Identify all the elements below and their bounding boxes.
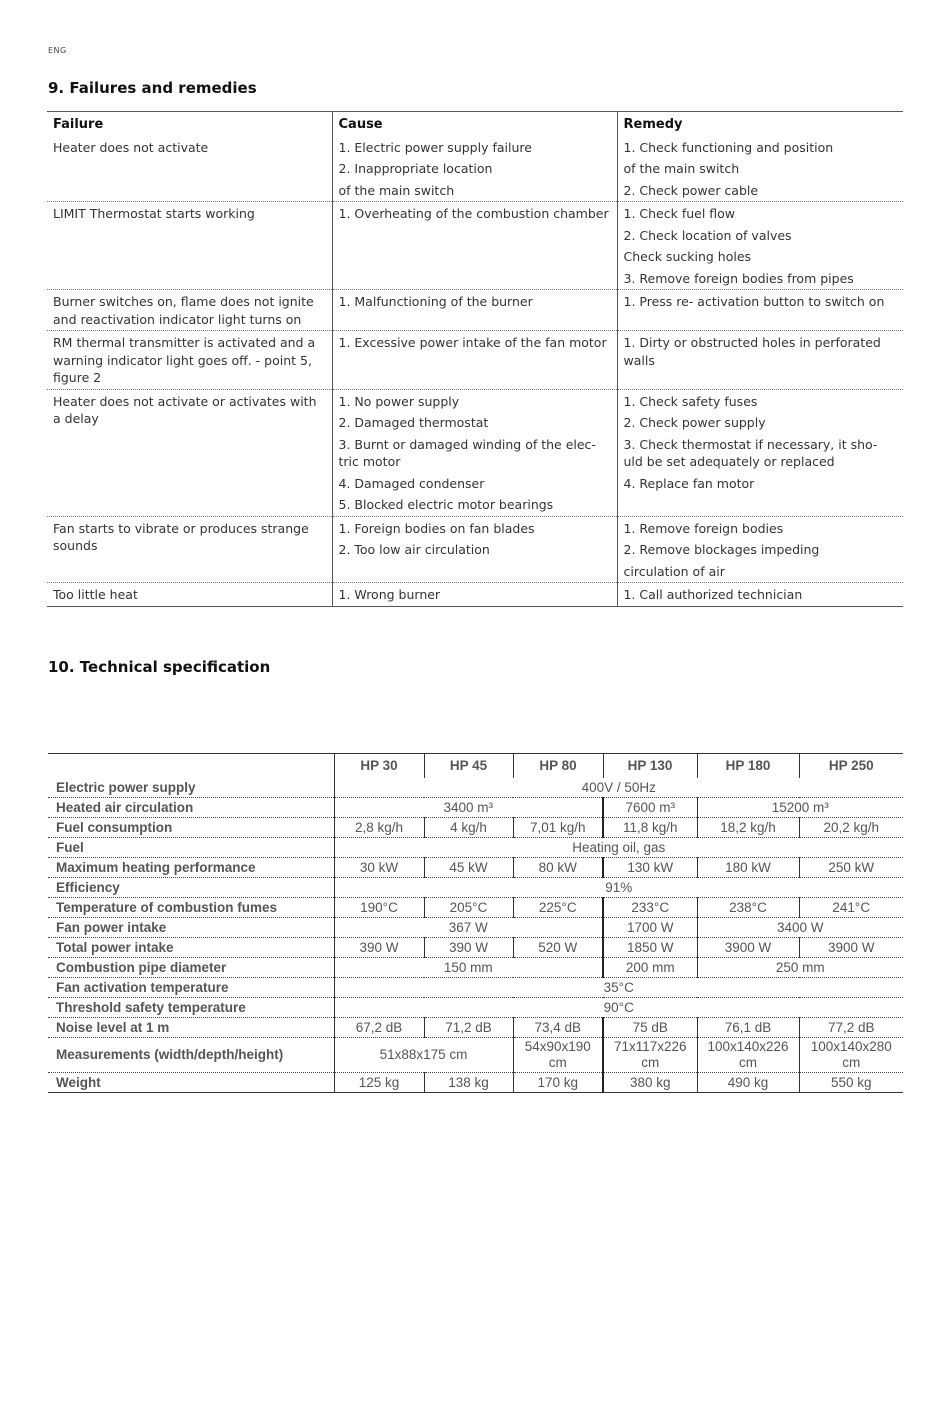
remedy-cell bbox=[617, 583, 903, 607]
spec-value: 45 kW bbox=[424, 858, 513, 878]
failure-row bbox=[47, 516, 903, 583]
spec-row-air bbox=[48, 798, 903, 818]
spec-value: 15200 m³ bbox=[697, 798, 903, 818]
spec-value: 390 W bbox=[334, 938, 424, 958]
spec-value: 180 kW bbox=[697, 858, 799, 878]
spec-value: 550 kg bbox=[799, 1073, 903, 1093]
spec-row-eff bbox=[48, 878, 903, 898]
spec-value: 76,1 dB bbox=[697, 1018, 799, 1038]
spec-label: Heated air circulation bbox=[56, 800, 194, 815]
spec-row-measurements bbox=[48, 1038, 903, 1073]
spec-value: 67,2 dB bbox=[334, 1018, 424, 1038]
spec-value: 490 kg bbox=[697, 1073, 799, 1093]
remedy-line: of the main switch bbox=[623, 161, 740, 176]
remedy-line: 1. Check safety fuses bbox=[623, 393, 758, 409]
spec-value: 3400 W bbox=[697, 918, 903, 938]
spec-value: 3400 m³ bbox=[334, 798, 603, 818]
spec-value: 80 kW bbox=[513, 858, 603, 878]
spec-value: 71x117x226 cm bbox=[603, 1038, 697, 1073]
spec-label: Fan activation temperature bbox=[56, 980, 229, 995]
spec-value: 1850 W bbox=[603, 938, 697, 958]
spec-label: Total power intake bbox=[56, 940, 174, 955]
spec-row-fuelcons bbox=[48, 818, 903, 838]
cause-cell bbox=[332, 516, 617, 583]
remedy-line: 2. Check power cable bbox=[623, 182, 759, 198]
remedy-cell bbox=[617, 389, 903, 516]
spec-header-row bbox=[48, 754, 903, 779]
spec-label: Fuel consumption bbox=[56, 820, 173, 835]
remedy-cell bbox=[617, 290, 903, 331]
spec-label: Measurements (width/depth/height) bbox=[56, 1047, 284, 1062]
failure-cell: Heater does not activate or activates with a delay bbox=[53, 393, 317, 426]
spec-value: 20,2 kg/h bbox=[799, 818, 903, 838]
remedy-cell bbox=[617, 331, 903, 390]
remedy-line: 1. Remove foreign bodies bbox=[623, 520, 784, 536]
model-hp80: HP 80 bbox=[513, 754, 603, 779]
failure-cell: Burner switches on, flame does not ignite and reactivation indicator light turns on bbox=[53, 294, 314, 327]
spec-value: 75 dB bbox=[603, 1018, 697, 1038]
spec-value: 51x88x175 cm bbox=[334, 1038, 513, 1073]
spec-value: 77,2 dB bbox=[799, 1018, 903, 1038]
cause-line: of the main switch bbox=[338, 182, 455, 198]
spec-label: Threshold safety temperature bbox=[56, 1000, 246, 1015]
remedy-line: 3. Check thermostat if necessary, it sho- uld be set adequately or replaced bbox=[623, 436, 878, 469]
spec-row-fanact bbox=[48, 978, 903, 998]
spec-value: 125 kg bbox=[334, 1073, 424, 1093]
remedy-line: 2. Check power supply bbox=[623, 415, 766, 430]
spec-value: 233°C bbox=[603, 898, 697, 918]
failures-table bbox=[47, 111, 903, 607]
spec-row-weight bbox=[48, 1073, 903, 1093]
cause-line: 3. Burnt or damaged winding of the elec- tric motor bbox=[338, 436, 596, 469]
model-hp130: HP 130 bbox=[603, 754, 697, 779]
spec-row-fuel bbox=[48, 838, 903, 858]
remedy-line: Check sucking holes bbox=[623, 249, 752, 264]
spec-row-maxheat bbox=[48, 858, 903, 878]
spec-value: 520 W bbox=[513, 938, 603, 958]
spec-value: 7600 m³ bbox=[603, 798, 697, 818]
spec-value: 400V / 50Hz bbox=[334, 778, 903, 798]
spec-value: 238°C bbox=[697, 898, 799, 918]
spec-row-pipe bbox=[48, 958, 903, 978]
spec-value: 18,2 kg/h bbox=[697, 818, 799, 838]
cause-line: 1. Malfunctioning of the burner bbox=[338, 294, 533, 309]
model-hp180: HP 180 bbox=[697, 754, 799, 779]
language-label: ENG bbox=[48, 46, 67, 55]
cause-line: 1. Electric power supply failure bbox=[338, 139, 532, 155]
cause-line: 4. Damaged condenser bbox=[338, 475, 485, 491]
spec-value: 100x140x226 cm bbox=[697, 1038, 799, 1073]
spec-label: Efficiency bbox=[56, 880, 120, 895]
cause-line: 2. Damaged thermostat bbox=[338, 415, 489, 430]
failure-cell: RM thermal transmitter is activated and a warning indicator light goes off. - point 5, figure 2 bbox=[53, 335, 316, 385]
spec-row-temp bbox=[48, 898, 903, 918]
cause-line: 1. Foreign bodies on fan blades bbox=[338, 520, 535, 536]
spec-row-electric bbox=[48, 778, 903, 798]
spec-value: 150 mm bbox=[334, 958, 603, 978]
spec-label: Temperature of combustion fumes bbox=[56, 900, 278, 915]
model-hp30: HP 30 bbox=[334, 754, 424, 779]
failure-cell: LIMIT Thermostat starts working bbox=[53, 206, 255, 221]
failures-header-row bbox=[47, 112, 903, 136]
cause-cell bbox=[332, 202, 617, 290]
spec-value: 100x140x280 cm bbox=[799, 1038, 903, 1073]
spec-value: 11,8 kg/h bbox=[603, 818, 697, 838]
spec-label: Noise level at 1 m bbox=[56, 1020, 170, 1035]
spec-value: 380 kg bbox=[603, 1073, 697, 1093]
remedy-cell bbox=[617, 202, 903, 290]
spec-value: 73,4 dB bbox=[513, 1018, 603, 1038]
cause-line: 5. Blocked electric motor bearings bbox=[338, 497, 554, 512]
failures-body bbox=[47, 136, 903, 607]
remedy-line: 2. Check location of valves bbox=[623, 227, 792, 243]
cause-line: 1. Excessive power intake of the fan motor bbox=[338, 335, 607, 350]
spec-value: 241°C bbox=[799, 898, 903, 918]
cause-cell bbox=[332, 389, 617, 516]
spec-value: 90°C bbox=[334, 998, 903, 1018]
spec-value: 4 kg/h bbox=[424, 818, 513, 838]
model-hp45: HP 45 bbox=[424, 754, 513, 779]
remedy-line: 4. Replace fan motor bbox=[623, 475, 755, 491]
failure-cell: Fan starts to vibrate or produces strange sounds bbox=[53, 520, 309, 553]
failure-row bbox=[47, 202, 903, 290]
cause-line: 2. Too low air circulation bbox=[338, 542, 490, 557]
cause-line: 1. Overheating of the combustion chamber bbox=[338, 206, 609, 221]
header-remedy: Remedy bbox=[617, 112, 903, 136]
remedy-line: 3. Remove foreign bodies from pipes bbox=[623, 270, 854, 286]
spec-value: 3900 W bbox=[697, 938, 799, 958]
spec-table bbox=[48, 753, 903, 1093]
spec-value: 7,01 kg/h bbox=[513, 818, 603, 838]
cause-cell bbox=[332, 136, 617, 202]
failure-cell: Too little heat bbox=[53, 587, 138, 602]
spec-row-noise bbox=[48, 1018, 903, 1038]
section-title-failures: 9. Failures and remedies bbox=[48, 79, 257, 97]
spec-label: Weight bbox=[56, 1075, 101, 1090]
spec-value: 71,2 dB bbox=[424, 1018, 513, 1038]
spec-value: 2,8 kg/h bbox=[334, 818, 424, 838]
failure-cell: Heater does not activate bbox=[53, 139, 209, 155]
spec-value: 225°C bbox=[513, 898, 603, 918]
failure-row bbox=[47, 389, 903, 516]
header-failure: Failure bbox=[53, 117, 104, 132]
spec-value: 190°C bbox=[334, 898, 424, 918]
spec-value: 3900 W bbox=[799, 938, 903, 958]
failure-row bbox=[47, 136, 903, 202]
header-cause: Cause bbox=[332, 112, 617, 136]
failure-row bbox=[47, 290, 903, 331]
remedy-cell bbox=[617, 136, 903, 202]
spec-value: 250 kW bbox=[799, 858, 903, 878]
cause-cell bbox=[332, 331, 617, 390]
cause-line: 2. Inappropriate location bbox=[338, 161, 493, 176]
spec-row-threshold bbox=[48, 998, 903, 1018]
remedy-line: 2. Remove blockages impeding bbox=[623, 542, 820, 557]
remedy-line: 1. Check functioning and position bbox=[623, 139, 834, 155]
cause-cell bbox=[332, 290, 617, 331]
spec-value: 35°C bbox=[334, 978, 903, 998]
section-title-spec: 10. Technical specification bbox=[48, 658, 271, 676]
cause-line: 1. Wrong burner bbox=[338, 587, 441, 602]
remedy-line: 1. Dirty or obstructed holes in perforated walls bbox=[623, 335, 881, 368]
spec-label: Fuel bbox=[56, 840, 84, 855]
failure-row bbox=[47, 583, 903, 607]
spec-value: 91% bbox=[334, 878, 903, 898]
remedy-line: 1. Press re- activation button to switch on bbox=[623, 294, 885, 309]
spec-value: 130 kW bbox=[603, 858, 697, 878]
spec-header-blank bbox=[48, 754, 334, 779]
spec-label: Fan power intake bbox=[56, 920, 167, 935]
spec-label: Maximum heating performance bbox=[56, 860, 256, 875]
remedy-line: 1. Check fuel flow bbox=[623, 206, 736, 221]
spec-value: 205°C bbox=[424, 898, 513, 918]
spec-row-total bbox=[48, 938, 903, 958]
spec-value: 1700 W bbox=[603, 918, 697, 938]
cause-line: 1. No power supply bbox=[338, 393, 460, 409]
spec-value: 30 kW bbox=[334, 858, 424, 878]
spec-value: 170 kg bbox=[513, 1073, 603, 1093]
spec-value: Heating oil, gas bbox=[334, 838, 903, 858]
spec-value: 138 kg bbox=[424, 1073, 513, 1093]
spec-label: Electric power supply bbox=[56, 780, 196, 795]
spec-value: 367 W bbox=[334, 918, 603, 938]
spec-value: 250 mm bbox=[697, 958, 903, 978]
model-hp250: HP 250 bbox=[799, 754, 903, 779]
spec-label: Combustion pipe diameter bbox=[56, 960, 227, 975]
remedy-line: circulation of air bbox=[623, 563, 725, 579]
remedy-line: 1. Call authorized technician bbox=[623, 587, 803, 602]
spec-value: 390 W bbox=[424, 938, 513, 958]
spec-value: 200 mm bbox=[603, 958, 697, 978]
cause-cell bbox=[332, 583, 617, 607]
spec-value: 54x90x190 cm bbox=[513, 1038, 603, 1073]
remedy-cell bbox=[617, 516, 903, 583]
spec-row-fanpower bbox=[48, 918, 903, 938]
failure-row bbox=[47, 331, 903, 390]
